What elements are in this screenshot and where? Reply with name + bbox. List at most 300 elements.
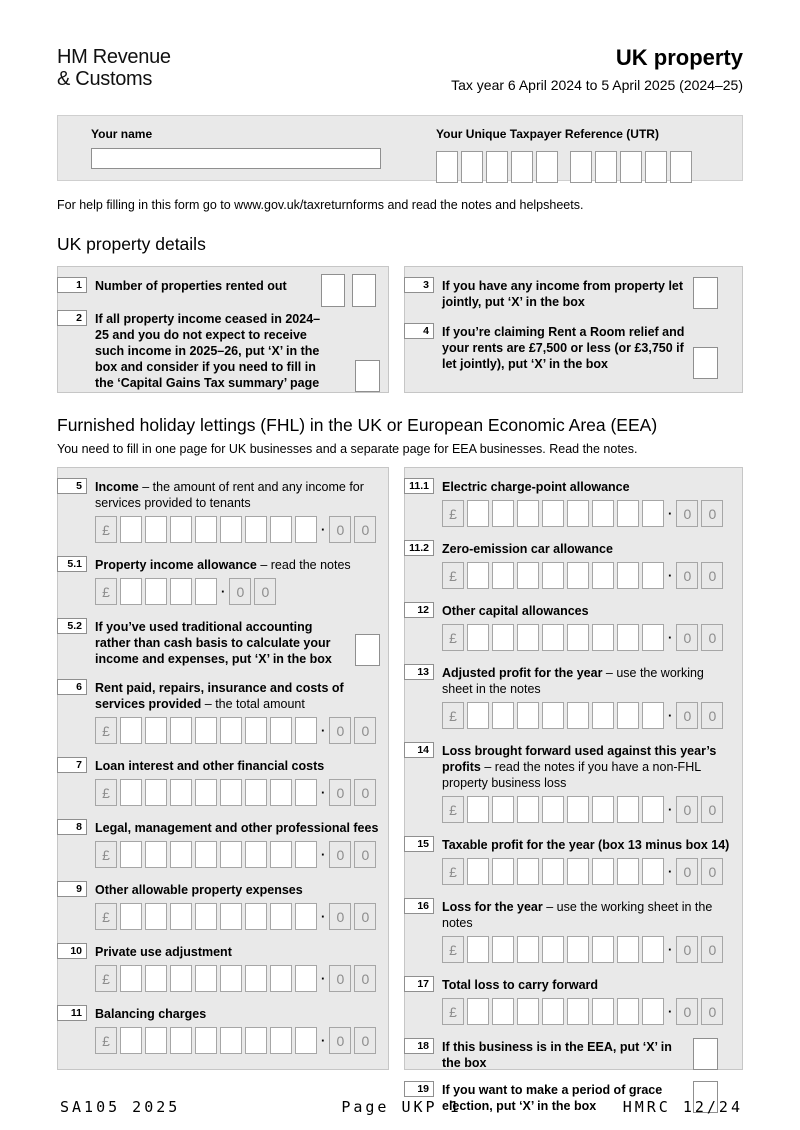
section-heading-fhl: Furnished holiday lettings (FHL) in the UK or European Economic Area (EEA) <box>57 415 658 435</box>
amount-digit-box[interactable] <box>295 717 317 744</box>
question-3-x-checkbox[interactable] <box>693 277 718 309</box>
section-heading-details: UK property details <box>57 234 206 254</box>
amount-digit-box[interactable] <box>542 998 564 1025</box>
box-number-18: 18 <box>404 1038 434 1054</box>
amount-digit-box[interactable] <box>120 841 142 868</box>
pence-zero-box: 0 <box>701 624 723 651</box>
decimal-point: · <box>668 630 673 645</box>
utr-input <box>436 146 695 183</box>
box-number-1: 1 <box>57 277 87 293</box>
amount-digit-box[interactable] <box>592 562 614 589</box>
amount-digit-box[interactable] <box>220 965 242 992</box>
amount-digit-box[interactable] <box>592 858 614 885</box>
amount-digit-box[interactable] <box>592 500 614 527</box>
amount-digit-box[interactable] <box>120 779 142 806</box>
box-number-5: 5 <box>57 478 87 494</box>
amount-digit-box[interactable] <box>492 998 514 1025</box>
question-15 <box>405 836 742 889</box>
utr-label: Your Unique Taxpayer Reference (UTR) <box>436 127 659 141</box>
amount-digit-box[interactable] <box>245 903 267 930</box>
amount-digit-box[interactable] <box>467 936 489 963</box>
box-number-17: 17 <box>404 976 434 992</box>
footer-page-number: Page UKP 1 <box>341 1098 462 1116</box>
amount-digit-box[interactable] <box>295 841 317 868</box>
amount-input-11-1 <box>442 500 730 527</box>
amount-digit-box[interactable] <box>170 903 192 930</box>
amount-digit-box[interactable] <box>642 998 664 1025</box>
amount-digit-box[interactable] <box>617 936 639 963</box>
decimal-point: · <box>321 785 326 800</box>
pence-zero-box: 0 <box>354 841 376 868</box>
logo-line1: HM Revenue <box>57 46 171 68</box>
amount-digit-box[interactable] <box>120 516 142 543</box>
pence-zero-box: 0 <box>701 998 723 1025</box>
box-number-16: 16 <box>404 898 434 914</box>
details-right-panel <box>404 266 743 393</box>
amount-digit-box[interactable] <box>492 562 514 589</box>
decimal-point: · <box>668 864 673 879</box>
question-5-2-label: If you’ve used traditional accounting rather than cash basis to calculate your income and expenses, put ‘X’ in the box <box>95 620 332 666</box>
question-18 <box>405 1038 742 1071</box>
amount-digit-box[interactable] <box>567 858 589 885</box>
amount-digit-box[interactable] <box>220 779 242 806</box>
question-7 <box>58 757 388 810</box>
utr-digit-box[interactable] <box>595 151 617 183</box>
amount-digit-box[interactable] <box>220 903 242 930</box>
amount-digit-box[interactable] <box>120 1027 142 1054</box>
amount-digit-box[interactable] <box>517 998 539 1025</box>
amount-digit-box[interactable] <box>517 858 539 885</box>
amount-digit-box[interactable] <box>245 779 267 806</box>
amount-digit-box[interactable] <box>295 903 317 930</box>
amount-digit-box[interactable] <box>467 500 489 527</box>
question-5-2 <box>58 618 388 667</box>
question-17-label: Total loss to carry forward <box>442 978 599 992</box>
amount-digit-box[interactable] <box>567 500 589 527</box>
amount-digit-box[interactable] <box>592 998 614 1025</box>
amount-digit-box[interactable] <box>642 858 664 885</box>
amount-digit-box[interactable] <box>270 779 292 806</box>
amount-input-13 <box>442 702 730 729</box>
amount-digit-box[interactable] <box>195 1027 217 1054</box>
amount-digit-box[interactable] <box>517 624 539 651</box>
amount-digit-box[interactable] <box>617 702 639 729</box>
decimal-point: · <box>321 971 326 986</box>
pence-zero-box: 0 <box>676 936 698 963</box>
utr-digit-box[interactable] <box>536 151 558 183</box>
question-4 <box>405 323 742 372</box>
amount-digit-box[interactable] <box>245 965 267 992</box>
pence-zero-box: 0 <box>676 998 698 1025</box>
amount-digit-box[interactable] <box>492 702 514 729</box>
amount-input-14 <box>442 796 730 823</box>
amount-digit-box[interactable] <box>270 965 292 992</box>
amount-digit-box[interactable] <box>642 500 664 527</box>
pound-sign-box: £ <box>442 858 464 885</box>
amount-digit-box[interactable] <box>170 717 192 744</box>
question-5-1-label: Property income allowance <box>95 558 257 572</box>
amount-digit-box[interactable] <box>145 516 167 543</box>
question-5-2-x-checkbox[interactable] <box>355 634 380 666</box>
pence-zero-box: 0 <box>676 500 698 527</box>
pence-zero-box: 0 <box>354 1027 376 1054</box>
decimal-point: · <box>321 909 326 924</box>
question-3 <box>405 277 742 310</box>
pound-sign-box: £ <box>95 841 117 868</box>
question-13-sublabel: – use the working sheet in the notes <box>442 666 704 696</box>
amount-input-5-1 <box>95 578 376 605</box>
question-2-label: If all property income ceased in 2024–25 and you do not expect to receive such income in 2025–26, put ‘X’ in the box and consider if you need to fill in the ‘Capital Gains Tax summary’ page <box>95 312 321 390</box>
logo-line2: & Customs <box>57 68 153 90</box>
amount-digit-box[interactable] <box>567 936 589 963</box>
amount-input-10 <box>95 965 379 992</box>
decimal-point: · <box>321 723 326 738</box>
amount-digit-box[interactable] <box>492 796 514 823</box>
utr-digit-box[interactable] <box>436 151 458 183</box>
amount-digit-box[interactable] <box>120 717 142 744</box>
amount-digit-box[interactable] <box>145 1027 167 1054</box>
amount-digit-box[interactable] <box>642 562 664 589</box>
decimal-point: · <box>321 1033 326 1048</box>
pence-zero-box: 0 <box>701 500 723 527</box>
question-13-label: Adjusted profit for the year <box>442 666 603 680</box>
footer-form-id: SA105 2025 <box>60 1098 181 1116</box>
decimal-point: · <box>668 942 673 957</box>
pence-zero-box: 0 <box>329 779 351 806</box>
amount-digit-box[interactable] <box>617 998 639 1025</box>
amount-digit-box[interactable] <box>567 562 589 589</box>
pence-zero-box: 0 <box>354 779 376 806</box>
amount-digit-box[interactable] <box>467 998 489 1025</box>
amount-digit-box[interactable] <box>567 702 589 729</box>
amount-input-9 <box>95 903 379 930</box>
question-18-x-checkbox[interactable] <box>693 1038 718 1070</box>
amount-digit-box[interactable] <box>517 500 539 527</box>
amount-digit-box[interactable] <box>195 965 217 992</box>
amount-digit-box[interactable] <box>542 562 564 589</box>
amount-digit-box[interactable] <box>295 965 317 992</box>
amount-digit-box[interactable] <box>642 702 664 729</box>
amount-digit-box[interactable] <box>592 796 614 823</box>
pence-zero-box: 0 <box>701 796 723 823</box>
amount-digit-box[interactable] <box>170 841 192 868</box>
amount-digit-box[interactable] <box>492 936 514 963</box>
decimal-point: · <box>668 568 673 583</box>
help-text: For help filling in this form go to www.gov.uk/taxreturnforms and read the notes and helpsheets. <box>57 198 584 212</box>
amount-digit-box[interactable] <box>492 858 514 885</box>
decimal-point: · <box>321 847 326 862</box>
amount-digit-box[interactable] <box>492 624 514 651</box>
pence-zero-box: 0 <box>701 702 723 729</box>
amount-digit-box[interactable] <box>567 624 589 651</box>
amount-digit-box[interactable] <box>120 578 142 605</box>
amount-input-16 <box>442 936 730 963</box>
utr-digit-box[interactable] <box>620 151 642 183</box>
question-7-label: Loan interest and other financial costs <box>95 759 325 773</box>
amount-digit-box[interactable] <box>467 858 489 885</box>
tax-year-label: Tax year 6 April 2024 to 5 April 2025 (2024–25) <box>451 77 743 93</box>
amount-digit-box[interactable] <box>245 717 267 744</box>
amount-input-11 <box>95 1027 379 1054</box>
box-number-11-1: 11.1 <box>404 478 434 494</box>
decimal-point: · <box>668 506 673 521</box>
utr-digit-box[interactable] <box>670 151 692 183</box>
header <box>57 46 743 93</box>
amount-digit-box[interactable] <box>467 562 489 589</box>
amount-digit-box[interactable] <box>220 1027 242 1054</box>
amount-digit-box[interactable] <box>592 624 614 651</box>
question-11-2 <box>405 540 742 593</box>
amount-digit-box[interactable] <box>592 702 614 729</box>
box-number-19: 19 <box>404 1081 434 1097</box>
pence-zero-box: 0 <box>329 903 351 930</box>
amount-digit-box[interactable] <box>145 965 167 992</box>
pound-sign-box: £ <box>95 903 117 930</box>
amount-digit-box[interactable] <box>295 1027 317 1054</box>
utr-digit-box[interactable] <box>461 151 483 183</box>
amount-digit-box[interactable] <box>120 903 142 930</box>
question-1-label: Number of properties rented out <box>95 279 287 293</box>
box-number-7: 7 <box>57 757 87 773</box>
pence-zero-box: 0 <box>229 578 251 605</box>
pence-zero-box: 0 <box>354 965 376 992</box>
question-12 <box>405 602 742 655</box>
pound-sign-box: £ <box>442 936 464 963</box>
amount-digit-box[interactable] <box>145 717 167 744</box>
amount-digit-box[interactable] <box>467 702 489 729</box>
amount-digit-box[interactable] <box>542 624 564 651</box>
question-11-2-label: Zero-emission car allowance <box>442 542 613 556</box>
pound-sign-box: £ <box>442 702 464 729</box>
question-5 <box>58 478 388 547</box>
amount-digit-box[interactable] <box>145 578 167 605</box>
amount-digit-box[interactable] <box>195 717 217 744</box>
amount-digit-box[interactable] <box>245 1027 267 1054</box>
amount-digit-box[interactable] <box>617 562 639 589</box>
amount-input-6 <box>95 717 379 744</box>
amount-digit-box[interactable] <box>567 796 589 823</box>
amount-digit-box[interactable] <box>642 796 664 823</box>
fhl-left-panel <box>57 467 389 1070</box>
amount-digit-box[interactable] <box>270 1027 292 1054</box>
amount-input-11-2 <box>442 562 730 589</box>
amount-digit-box[interactable] <box>270 717 292 744</box>
box-number-4: 4 <box>404 323 434 339</box>
question-16 <box>405 898 742 967</box>
pound-sign-box: £ <box>442 500 464 527</box>
question-6 <box>58 679 388 748</box>
amount-input-17 <box>442 998 730 1025</box>
pence-zero-box: 0 <box>329 965 351 992</box>
decimal-point: · <box>321 522 326 537</box>
box-number-2: 2 <box>57 310 87 326</box>
footer <box>60 1098 743 1116</box>
utr-group-2 <box>570 151 695 183</box>
amount-digit-box[interactable] <box>542 500 564 527</box>
pence-zero-box: 0 <box>329 841 351 868</box>
pound-sign-box: £ <box>442 562 464 589</box>
amount-digit-box[interactable] <box>542 858 564 885</box>
pence-zero-box: 0 <box>701 936 723 963</box>
amount-digit-box[interactable] <box>170 1027 192 1054</box>
amount-digit-box[interactable] <box>170 965 192 992</box>
question-16-label: Loss for the year <box>442 900 543 914</box>
question-16-sublabel: – use the working sheet in the notes <box>442 900 713 930</box>
your-name-label: Your name <box>91 127 153 141</box>
amount-digit-box[interactable] <box>642 624 664 651</box>
question-2-x-checkbox[interactable] <box>355 360 380 392</box>
question-5-sublabel: – the amount of rent and any income for services provided to tenants <box>95 480 364 510</box>
pence-zero-box: 0 <box>676 702 698 729</box>
amount-digit-box[interactable] <box>542 936 564 963</box>
amount-digit-box[interactable] <box>517 562 539 589</box>
decimal-point: · <box>668 1004 673 1019</box>
pence-zero-box: 0 <box>701 858 723 885</box>
pence-zero-box: 0 <box>701 562 723 589</box>
properties-count-box-1[interactable] <box>321 274 345 307</box>
question-1 <box>58 277 388 294</box>
question-6-label: Rent paid, repairs, insurance and costs of services provided <box>95 681 344 711</box>
amount-digit-box[interactable] <box>542 796 564 823</box>
pence-zero-box: 0 <box>329 1027 351 1054</box>
amount-digit-box[interactable] <box>492 500 514 527</box>
question-13 <box>405 664 742 733</box>
question-11-1-label: Electric charge-point allowance <box>442 480 630 494</box>
your-name-input[interactable] <box>91 148 381 169</box>
fhl-subheading: You need to fill in one page for UK businesses and a separate page for EEA businesses. Read the notes. <box>57 442 638 456</box>
question-11-label: Balancing charges <box>95 1007 207 1021</box>
hmrc-logo <box>57 46 171 90</box>
amount-input-15 <box>442 858 730 885</box>
amount-digit-box[interactable] <box>617 500 639 527</box>
pound-sign-box: £ <box>95 578 117 605</box>
amount-digit-box[interactable] <box>145 841 167 868</box>
properties-count-input <box>321 274 376 307</box>
amount-input-8 <box>95 841 379 868</box>
question-11-1 <box>405 478 742 531</box>
box-number-3: 3 <box>404 277 434 293</box>
question-9 <box>58 881 388 934</box>
amount-digit-box[interactable] <box>517 936 539 963</box>
amount-digit-box[interactable] <box>270 516 292 543</box>
amount-digit-box[interactable] <box>120 965 142 992</box>
pence-zero-box: 0 <box>329 516 351 543</box>
box-number-8: 8 <box>57 819 87 835</box>
utr-group-1 <box>436 151 561 183</box>
amount-digit-box[interactable] <box>542 702 564 729</box>
amount-digit-box[interactable] <box>170 779 192 806</box>
box-number-12: 12 <box>404 602 434 618</box>
page-title: UK property <box>615 45 743 70</box>
question-14-label: Loss brought forward used against this year’s profits <box>442 744 717 774</box>
question-3-label: If you have any income from property let jointly, put ‘X’ in the box <box>442 279 684 309</box>
amount-digit-box[interactable] <box>170 578 192 605</box>
details-left-panel <box>57 266 389 393</box>
amount-digit-box[interactable] <box>295 516 317 543</box>
pence-zero-box: 0 <box>676 858 698 885</box>
amount-digit-box[interactable] <box>195 903 217 930</box>
amount-digit-box[interactable] <box>617 624 639 651</box>
box-number-5-2: 5.2 <box>57 618 87 634</box>
amount-digit-box[interactable] <box>170 516 192 543</box>
utr-digit-box[interactable] <box>645 151 667 183</box>
amount-input-7 <box>95 779 379 806</box>
properties-count-box-2[interactable] <box>352 274 376 307</box>
amount-digit-box[interactable] <box>145 779 167 806</box>
pound-sign-box: £ <box>95 516 117 543</box>
amount-digit-box[interactable] <box>270 903 292 930</box>
amount-digit-box[interactable] <box>245 841 267 868</box>
amount-digit-box[interactable] <box>195 841 217 868</box>
question-11 <box>58 1005 388 1058</box>
pound-sign-box: £ <box>95 779 117 806</box>
question-5-label: Income <box>95 480 139 494</box>
utr-digit-box[interactable] <box>511 151 533 183</box>
amount-digit-box[interactable] <box>295 779 317 806</box>
question-10-label: Private use adjustment <box>95 945 232 959</box>
question-4-label: If you’re claiming Rent a Room relief and your rents are £7,500 or less (or £3,750 if let jointly), put ‘X’ in the box <box>442 325 685 371</box>
box-number-15: 15 <box>404 836 434 852</box>
amount-digit-box[interactable] <box>517 796 539 823</box>
amount-digit-box[interactable] <box>467 624 489 651</box>
box-number-6: 6 <box>57 679 87 695</box>
amount-digit-box[interactable] <box>517 702 539 729</box>
pound-sign-box: £ <box>95 717 117 744</box>
utr-digit-box[interactable] <box>486 151 508 183</box>
amount-digit-box[interactable] <box>617 796 639 823</box>
amount-input-5 <box>95 516 379 543</box>
amount-digit-box[interactable] <box>195 516 217 543</box>
pence-zero-box: 0 <box>354 516 376 543</box>
question-6-sublabel: – the total amount <box>201 697 305 711</box>
pence-zero-box: 0 <box>676 624 698 651</box>
pence-zero-box: 0 <box>329 717 351 744</box>
question-12-label: Other capital allowances <box>442 604 589 618</box>
amount-digit-box[interactable] <box>195 578 217 605</box>
amount-digit-box[interactable] <box>270 841 292 868</box>
question-17 <box>405 976 742 1029</box>
amount-digit-box[interactable] <box>567 998 589 1025</box>
amount-digit-box[interactable] <box>642 936 664 963</box>
amount-digit-box[interactable] <box>245 516 267 543</box>
pence-zero-box: 0 <box>354 903 376 930</box>
question-2 <box>58 310 388 391</box>
utr-digit-box[interactable] <box>570 151 592 183</box>
decimal-point: · <box>668 802 673 817</box>
amount-digit-box[interactable] <box>145 903 167 930</box>
identity-panel <box>57 115 743 181</box>
question-8 <box>58 819 388 872</box>
amount-digit-box[interactable] <box>220 841 242 868</box>
decimal-point: · <box>221 584 226 599</box>
pound-sign-box: £ <box>95 965 117 992</box>
decimal-point: · <box>668 708 673 723</box>
question-5-1 <box>58 556 388 609</box>
amount-digit-box[interactable] <box>592 936 614 963</box>
pence-zero-box: 0 <box>676 796 698 823</box>
question-10 <box>58 943 388 996</box>
amount-digit-box[interactable] <box>220 516 242 543</box>
question-5-1-sublabel: – read the notes <box>256 558 351 572</box>
amount-digit-box[interactable] <box>467 796 489 823</box>
question-14-sublabel: – read the notes if you have a non-FHL property business loss <box>442 760 701 790</box>
amount-digit-box[interactable] <box>220 717 242 744</box>
amount-digit-box[interactable] <box>195 779 217 806</box>
amount-digit-box[interactable] <box>617 858 639 885</box>
question-19-label: If you want to make a period of grace election, put ‘X’ in the box <box>442 1083 663 1113</box>
question-4-x-checkbox[interactable] <box>693 347 718 379</box>
pence-zero-box: 0 <box>676 562 698 589</box>
